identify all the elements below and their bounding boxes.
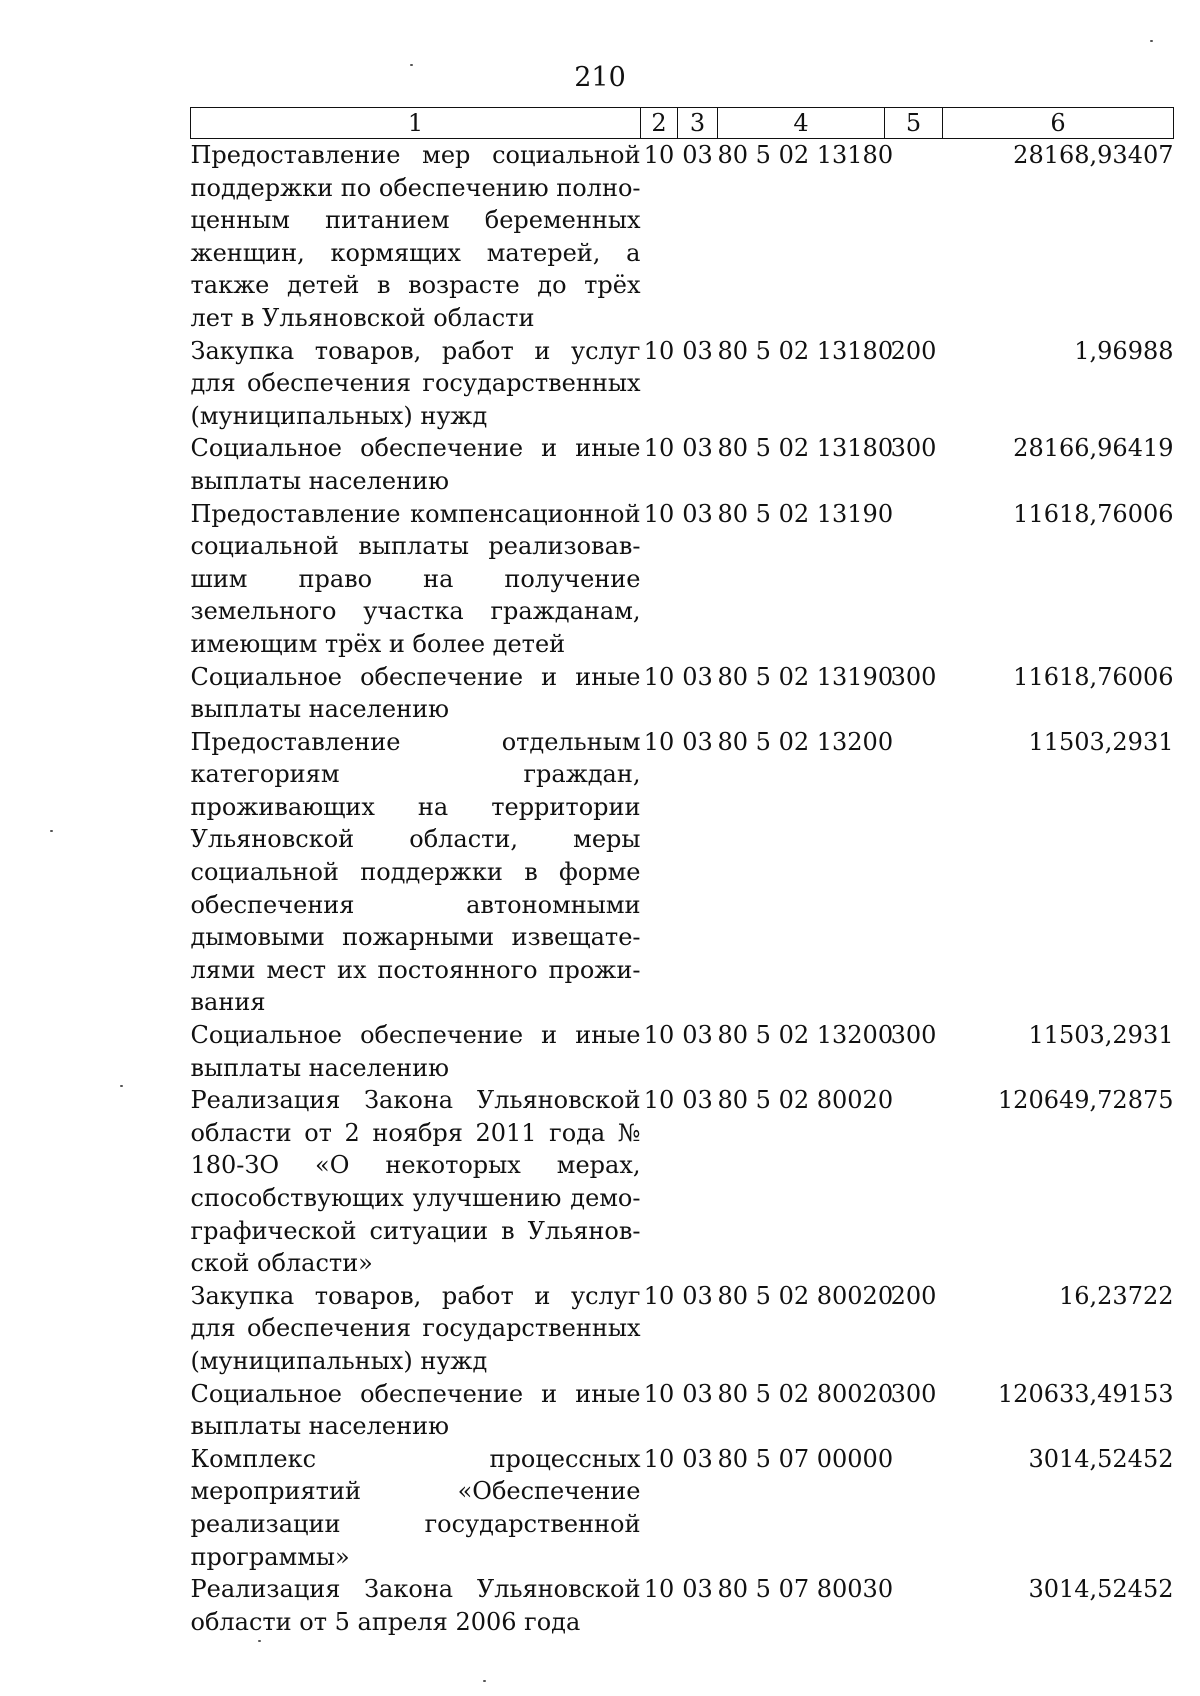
row-subsection: 03 [682,336,713,365]
row-name: Предоставление мер социальной поддержки по обеспечению полноценным питанием беременных женщин, кормящих матерей, а также детей в возрасте до трёх лет в Ульяновской области [190,141,641,332]
row-amount: 11503,2931 [1028,727,1174,756]
row-target-code: 80 5 07 00000 [717,1444,894,1473]
row-name: Предоставление отдельным категориям граждан, проживающих на территории Ульяновской области, меры социальной поддержки в форме обеспечения автономными дымовыми пожарными извещателями мест их постоянного проживания [190,727,641,1017]
row-expense-type: 200 [890,1281,937,1310]
row-name: Комплекс процессных мероприятий «Обеспечение реализации государственной программы» [190,1444,641,1571]
row-target-code: 80 5 02 13200 [717,1021,894,1050]
row-subsection: 03 [682,1086,713,1115]
table-row [191,726,1174,1019]
row-expense-type: 300 [890,434,937,463]
row-amount: 3014,52452 [1028,1575,1174,1604]
row-section: 10 [643,1575,675,1604]
row-section: 10 [643,434,675,463]
row-name: Предоставление компенсационной социальной выплаты реализовавшим право на получение земельного участка гражданам, имеющим трёх и более детей [190,499,641,658]
budget-table [190,107,1174,1638]
table-row [191,1019,1174,1084]
row-subsection: 03 [682,1281,713,1310]
row-target-code: 80 5 02 80020 [717,1281,894,1310]
row-name: Социальное обеспечение и иные выплаты населению [190,1379,641,1441]
header-col-5: 5 [885,108,943,139]
scan-speck [483,1680,486,1682]
scan-speck [120,1085,123,1087]
row-subsection: 03 [682,1444,713,1473]
header-col-2: 2 [641,108,678,139]
table-row [191,498,1174,661]
row-target-code: 80 5 02 13180 [717,336,894,365]
row-amount: 11618,76006 [1013,662,1174,691]
row-section: 10 [643,1021,675,1050]
row-target-code: 80 5 02 13180 [717,434,894,463]
row-subsection: 03 [682,499,713,528]
row-section: 10 [643,1281,675,1310]
row-amount: 11503,2931 [1028,1021,1174,1050]
row-section: 10 [643,1444,675,1473]
row-expense-type: 200 [890,336,937,365]
row-expense-type [885,139,943,335]
row-expense-type [885,1084,943,1280]
table-row [191,432,1174,497]
row-target-code: 80 5 02 80020 [717,1086,894,1115]
row-expense-type [885,1573,943,1638]
scan-speck [258,1640,261,1642]
header-col-1: 1 [191,108,641,139]
table-row [191,1084,1174,1280]
page-number: 210 [574,62,626,93]
row-expense-type: 300 [890,1021,937,1050]
table-row [191,661,1174,726]
row-section: 10 [643,1086,675,1115]
row-subsection: 03 [682,1575,713,1604]
row-name: Социальное обеспечение и иные выплаты населению [190,662,641,724]
table-row [191,1443,1174,1573]
row-target-code: 80 5 02 13190 [717,662,894,691]
row-amount: 16,23722 [1058,1281,1174,1310]
row-target-code: 80 5 02 13180 [717,141,894,169]
row-name: Социальное обеспечение и иные выплаты населению [190,434,641,495]
table-header [191,108,1174,139]
row-name: Реализация Закона Ульяновской области от 2 ноября 2011 года № 180-ЗО «О некоторых мерах, способствующих улучшению демографической ситуации в Ульяновской области» [190,1086,641,1278]
scan-speck [410,64,413,66]
row-amount: 3014,52452 [1028,1444,1174,1473]
row-name: Реализация Закона Ульяновской области от 5 апреля 2006 года [190,1575,641,1636]
scan-speck [1150,40,1153,42]
table-row [191,1280,1174,1378]
row-section: 10 [643,1379,675,1408]
row-section: 10 [643,141,675,169]
row-amount: 120633,49153 [997,1379,1174,1408]
table-row [191,335,1174,433]
row-expense-type: 300 [890,662,937,691]
row-amount: 1,96988 [1074,336,1174,365]
row-name: Закупка товаров, работ и услуг для обеспечения государственных (муниципальных) нужд [190,1281,641,1375]
row-target-code: 80 5 02 13190 [717,499,894,528]
row-expense-type: 300 [890,1379,937,1408]
row-expense-type [885,726,943,1019]
row-section: 10 [643,336,675,365]
header-row [191,108,1174,139]
row-name: Социальное обеспечение и иные выплаты населению [190,1021,641,1082]
row-section: 10 [643,499,675,528]
row-section: 10 [643,727,675,756]
row-amount: 120649,72875 [997,1086,1174,1115]
row-subsection: 03 [682,662,713,691]
row-section: 10 [643,662,675,691]
row-expense-type [885,1443,943,1573]
row-amount: 11618,76006 [1013,499,1174,528]
scan-speck [50,830,53,832]
table-row [191,139,1174,335]
row-subsection: 03 [682,141,713,169]
row-expense-type [885,498,943,661]
row-subsection: 03 [682,727,713,756]
row-target-code: 80 5 02 80020 [717,1379,894,1408]
header-col-6: 6 [943,108,1174,139]
table-row [191,1378,1174,1443]
row-target-code: 80 5 02 13200 [717,727,894,756]
table-row [191,1573,1174,1638]
header-col-4: 4 [718,108,885,139]
table-body [191,139,1174,1639]
row-subsection: 03 [682,1379,713,1408]
row-name: Закупка товаров, работ и услуг для обеспечения государственных (муниципальных) нужд [190,336,641,430]
row-subsection: 03 [682,1021,713,1050]
row-subsection: 03 [682,434,713,463]
row-amount: 28168,93407 [1013,141,1174,169]
row-amount: 28166,96419 [1013,434,1174,463]
row-target-code: 80 5 07 80030 [717,1575,894,1604]
header-col-3: 3 [678,108,718,139]
